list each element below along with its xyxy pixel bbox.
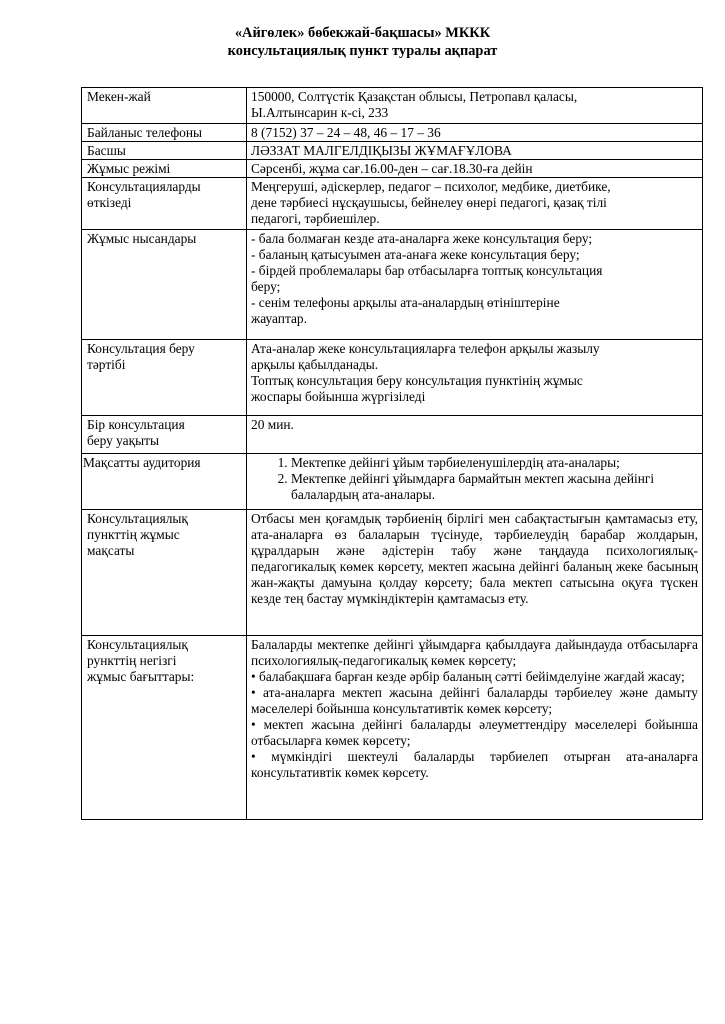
directions-label-line-3: жұмыс бағыттары: xyxy=(87,669,195,684)
order-line-2: арқылы қабылданады. xyxy=(251,357,379,372)
value-head: ЛӘЗЗАТ МАЛГЕЛДІҚЫЗЫ ЖҰМАҒҰЛОВА xyxy=(247,142,703,160)
consultants-line-3: педагогі, тәрбиешілер. xyxy=(251,211,380,226)
label-address: Мекен-жай xyxy=(82,88,247,124)
row-head xyxy=(82,142,703,160)
label-audience: Мақсатты аудитория xyxy=(82,454,247,510)
forms-line-3: - бірдей проблемалары бар отбасыларға топтық консультация xyxy=(251,263,603,278)
order-line-1: Ата-аналар жеке консультацияларға телефон арқылы жазылу xyxy=(251,341,600,356)
goal-label-line-2: пункттің жұмыс xyxy=(87,527,180,542)
goal-label-line-1: Консультациялық xyxy=(87,511,188,526)
directions-label-line-2: рункттің негізгі xyxy=(87,653,177,668)
order-label-line-2: тәртібі xyxy=(87,357,126,372)
consultants-line-1: Меңгеруші, әдіскерлер, педагог – психолог, медбике, диетбике, xyxy=(251,179,611,194)
value-duration: 20 мин. xyxy=(247,416,703,454)
row-directions xyxy=(82,636,703,820)
value-order xyxy=(247,340,703,416)
forms-line-4: беру; xyxy=(251,279,281,294)
label-forms: Жұмыс нысандары xyxy=(82,230,247,340)
duration-label-line-1: Бір консультация xyxy=(87,417,185,432)
address-line-2: Ы.Алтынсарин к-сі, 233 xyxy=(251,105,389,120)
value-consultants xyxy=(247,178,703,230)
directions-paragraph-1: Балаларды мектепке дейінгі ұйымдарға қабылдауға дайындауда отбасыларға психологиялық-педагогикалық көмек көрсету; xyxy=(251,637,698,668)
row-schedule xyxy=(82,160,703,178)
forms-line-1: - бала болмаған кезде ата-аналарға жеке консультация беру; xyxy=(251,231,593,246)
directions-paragraph-5: • мүмкіндігі шектеулі балаларды тәрбиелеп отырған ата-аналарға консультативтік көмек көрсету. xyxy=(251,749,698,780)
row-address xyxy=(82,88,703,124)
value-schedule: Сәрсенбі, жұма сағ.16.00-ден – сағ.18.30-ға дейін xyxy=(247,160,703,178)
consultants-line-2: дене тәрбиесі нұсқаушысы, бейнелеу өнері педагогі, қазақ тілі xyxy=(251,195,607,210)
document-title xyxy=(0,24,725,60)
label-duration xyxy=(82,416,247,454)
order-line-3: Топтық консультация беру консультация пунктінің жұмыс xyxy=(251,373,583,388)
label-directions xyxy=(82,636,247,820)
row-order xyxy=(82,340,703,416)
value-audience xyxy=(247,454,703,510)
title-line-1: «Айгөлек» бөбекжай-бақшасы» МККК xyxy=(234,25,491,41)
label-head: Басшы xyxy=(82,142,247,160)
audience-list xyxy=(251,455,698,503)
consultants-label-line-1: Консультацияларды xyxy=(87,179,201,194)
order-label-line-1: Консультация беру xyxy=(87,341,195,356)
order-line-4: жоспары бойынша жүргізіледі xyxy=(251,389,426,404)
value-address xyxy=(247,88,703,124)
forms-line-5: - сенім телефоны арқылы ата-аналардың өтініштеріне xyxy=(251,295,560,310)
info-table xyxy=(81,87,703,820)
address-line-1: 150000, Солтүстік Қазақстан облысы, Петропавл қаласы, xyxy=(251,89,578,104)
directions-paragraph-2: • балабақшаға барған кезде әрбір баланың сәтті бейімделуіне жағдай жасау; xyxy=(251,669,685,684)
label-order xyxy=(82,340,247,416)
row-duration xyxy=(82,416,703,454)
directions-paragraph-3: • ата-аналарға мектеп жасына дейінгі балаларды тәрбиелеу және дамыту мәселелері бойынша консультативтік көмек көрсету; xyxy=(251,685,698,716)
label-phone: Байланыс телефоны xyxy=(82,124,247,142)
value-goal: Отбасы мен қоғамдық тәрбиенің бірлігі мен сабақтастығын қамтамасыз ету, ата-аналарға өз балаларын түсінуде, тәрбиелеудің барабар жолдарын, құралдарын және әдістерін табу және таңдауда психологиялық-педагогикалық көмек көрсету, мектеп жасына дейінгі баланың жеке басының жан-жақты дамуына қолдау көрсету; бала мектеп сатысына оқуға түскен кезде тең бастау мүмкіндіктерін қамтамасыз ету. xyxy=(247,510,703,636)
directions-label-line-1: Консультациялық xyxy=(87,637,188,652)
forms-line-2: - баланың қатысуымен ата-анаға жеке консультация беру; xyxy=(251,247,580,262)
label-schedule: Жұмыс режімі xyxy=(82,160,247,178)
consultants-label-line-2: өткізеді xyxy=(87,195,132,210)
row-goal xyxy=(82,510,703,636)
audience-item-2: 2. Мектепке дейінгі ұйымдарға бармайтын мектеп жасына дейінгі балалардың ата-аналары. xyxy=(291,471,698,503)
label-goal xyxy=(82,510,247,636)
row-consultants xyxy=(82,178,703,230)
row-phone xyxy=(82,124,703,142)
value-forms xyxy=(247,230,703,340)
value-directions xyxy=(247,636,703,820)
row-audience xyxy=(82,454,703,510)
directions-paragraph-4: • мектеп жасына дейінгі балаларды әлеуметтендіру мәселелері бойынша отбасыларға көмек көрсету; xyxy=(251,717,698,748)
label-consultants xyxy=(82,178,247,230)
value-phone: 8 (7152) 37 – 24 – 48, 46 – 17 – 36 xyxy=(247,124,703,142)
title-line-2: консультациялық пункт туралы ақпарат xyxy=(227,43,498,59)
forms-line-6: жауаптар. xyxy=(251,311,307,326)
goal-label-line-3: мақсаты xyxy=(87,543,135,558)
row-forms xyxy=(82,230,703,340)
audience-item-1: 1. Мектепке дейінгі ұйым тәрбиеленушілердің ата-аналары; xyxy=(291,455,698,471)
duration-label-line-2: беру уақыты xyxy=(87,433,159,448)
